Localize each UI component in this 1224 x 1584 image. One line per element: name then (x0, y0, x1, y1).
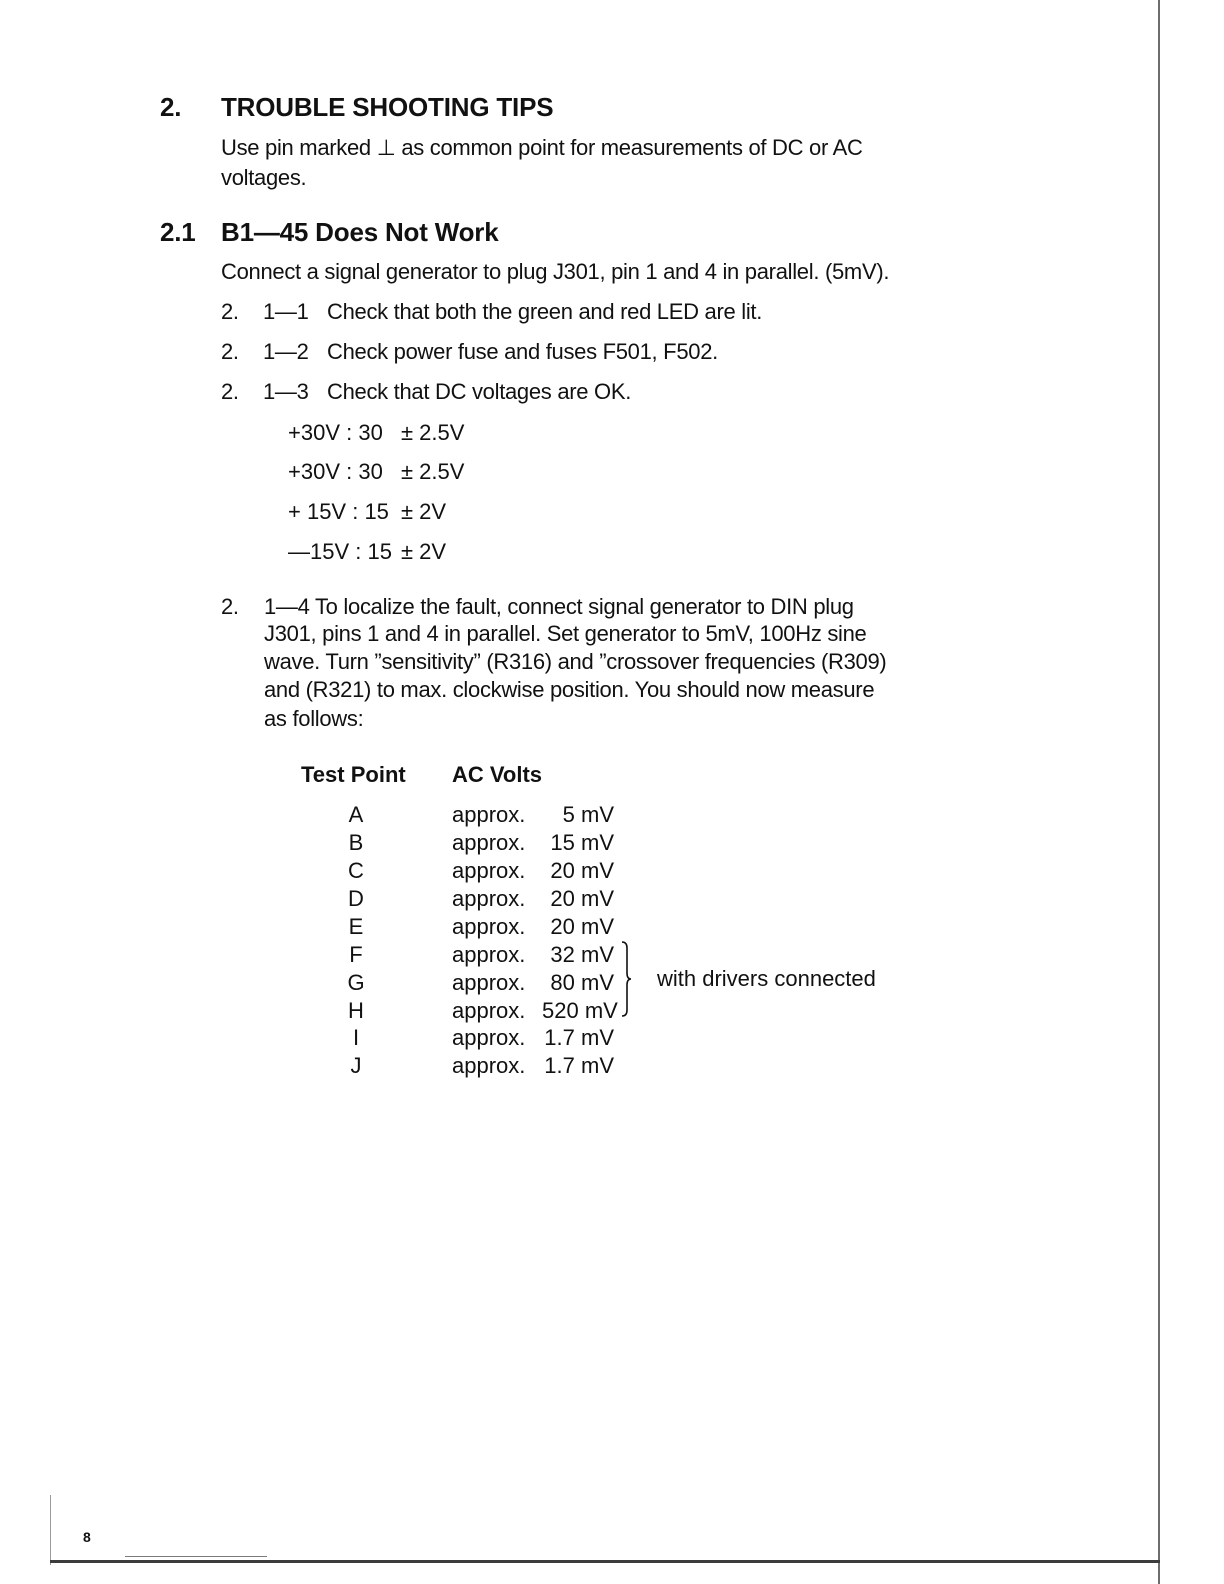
voltage-label: +30V : 30 (288, 420, 383, 445)
approx-label: approx. (452, 858, 526, 883)
item4-line-2: J301, pins 1 and 4 in parallel. Set generator to 5mV, 100Hz sine (264, 621, 867, 646)
voltage-row (288, 459, 464, 485)
table-point: A (348, 802, 364, 827)
table-row (452, 886, 614, 912)
voltage-row (288, 420, 464, 446)
table-point: G (347, 970, 365, 995)
approx-label: approx. (452, 886, 526, 911)
item4-line-3: wave. Turn ”sensitivity” (R316) and ”crossover frequencies (R309) (264, 649, 887, 674)
approx-label: approx. (452, 830, 526, 855)
voltage-label: —15V : 15 (288, 539, 392, 564)
approx-label: approx. (452, 802, 526, 827)
table-row (452, 970, 614, 996)
table-point: J (350, 1053, 362, 1078)
volt-value: 80 mV (550, 970, 614, 995)
voltage-tolerance: ± 2V (401, 499, 447, 524)
subsection-intro: Connect a signal generator to plug J301, pin 1 and 4 in parallel. (5mV). (221, 259, 890, 284)
table-row (452, 858, 614, 884)
section-title: TROUBLE SHOOTING TIPS (221, 92, 554, 122)
table-row (452, 1025, 614, 1051)
table-row (452, 1053, 614, 1079)
bracket-note: with drivers connected (657, 966, 876, 991)
section-number: 2. (160, 92, 182, 122)
item-code: 1—2 (263, 339, 309, 364)
table-row (452, 914, 614, 940)
item-number: 2. (221, 339, 239, 364)
volt-value: 20 mV (550, 858, 614, 883)
page-footer-rule (125, 1556, 267, 1557)
list-item (221, 299, 762, 325)
table-point: F (349, 942, 363, 967)
table-point: B (348, 830, 364, 855)
approx-label: approx. (452, 1053, 526, 1078)
item4-line-4: and (R321) to max. clockwise position. You should now measure (264, 677, 875, 702)
volt-value: 520 mV (542, 998, 618, 1023)
table-point: H (348, 998, 364, 1023)
item4-number: 2. (221, 594, 239, 619)
table-point: D (348, 886, 364, 911)
table-header-ac-volts: AC Volts (452, 762, 543, 787)
page-edge-bottom (50, 1560, 1160, 1563)
table-point: E (348, 914, 364, 939)
voltage-label: +30V : 30 (288, 459, 383, 484)
volt-value: 5 mV (562, 802, 614, 827)
voltage-tolerance: ± 2.5V (401, 420, 465, 445)
voltage-tolerance: ± 2.5V (401, 459, 465, 484)
list-item (221, 339, 718, 365)
page-edge-left (50, 1495, 51, 1565)
item-number: 2. (221, 379, 239, 404)
item-text: Check that both the green and red LED are lit. (327, 299, 763, 324)
volt-value: 32 mV (550, 942, 614, 967)
subsection-number: 2.1 (160, 217, 196, 247)
page-edge-right (1158, 0, 1160, 1584)
item4-line-5: as follows: (264, 706, 364, 731)
page-number: 8 (83, 1529, 91, 1545)
volt-value: 20 mV (550, 914, 614, 939)
voltage-row (288, 539, 446, 565)
table-row (452, 998, 618, 1024)
table-row (452, 830, 614, 856)
table-header-test-point: Test Point (301, 762, 406, 787)
approx-label: approx. (452, 998, 526, 1023)
item-text: Check that DC voltages are OK. (327, 379, 632, 404)
volt-value: 20 mV (550, 886, 614, 911)
table-point: I (352, 1025, 360, 1050)
volt-value: 1.7 mV (544, 1053, 614, 1078)
item-text: Check power fuse and fuses F501, F502. (327, 339, 718, 364)
approx-label: approx. (452, 1025, 526, 1050)
right-brace-icon (620, 940, 632, 1018)
voltage-row (288, 499, 446, 525)
table-row (452, 942, 614, 968)
item-code: 1—1 (263, 299, 309, 324)
table-row (452, 802, 614, 828)
subsection-title: B1—45 Does Not Work (221, 217, 499, 247)
item4-line-1: 1—4 To localize the fault, connect signal generator to DIN plug (264, 594, 854, 619)
voltage-label: + 15V : 15 (288, 499, 389, 524)
approx-label: approx. (452, 970, 526, 995)
voltage-tolerance: ± 2V (401, 539, 447, 564)
item-code: 1—3 (263, 379, 309, 404)
approx-label: approx. (452, 942, 526, 967)
approx-label: approx. (452, 914, 526, 939)
volt-value: 15 mV (550, 830, 614, 855)
item-number: 2. (221, 299, 239, 324)
list-item (221, 379, 631, 405)
table-point: C (348, 858, 364, 883)
volt-value: 1.7 mV (544, 1025, 614, 1050)
section-intro-line-1: Use pin marked ⊥ as common point for measurements of DC or AC (221, 135, 863, 160)
section-intro-line-2: voltages. (221, 165, 307, 190)
